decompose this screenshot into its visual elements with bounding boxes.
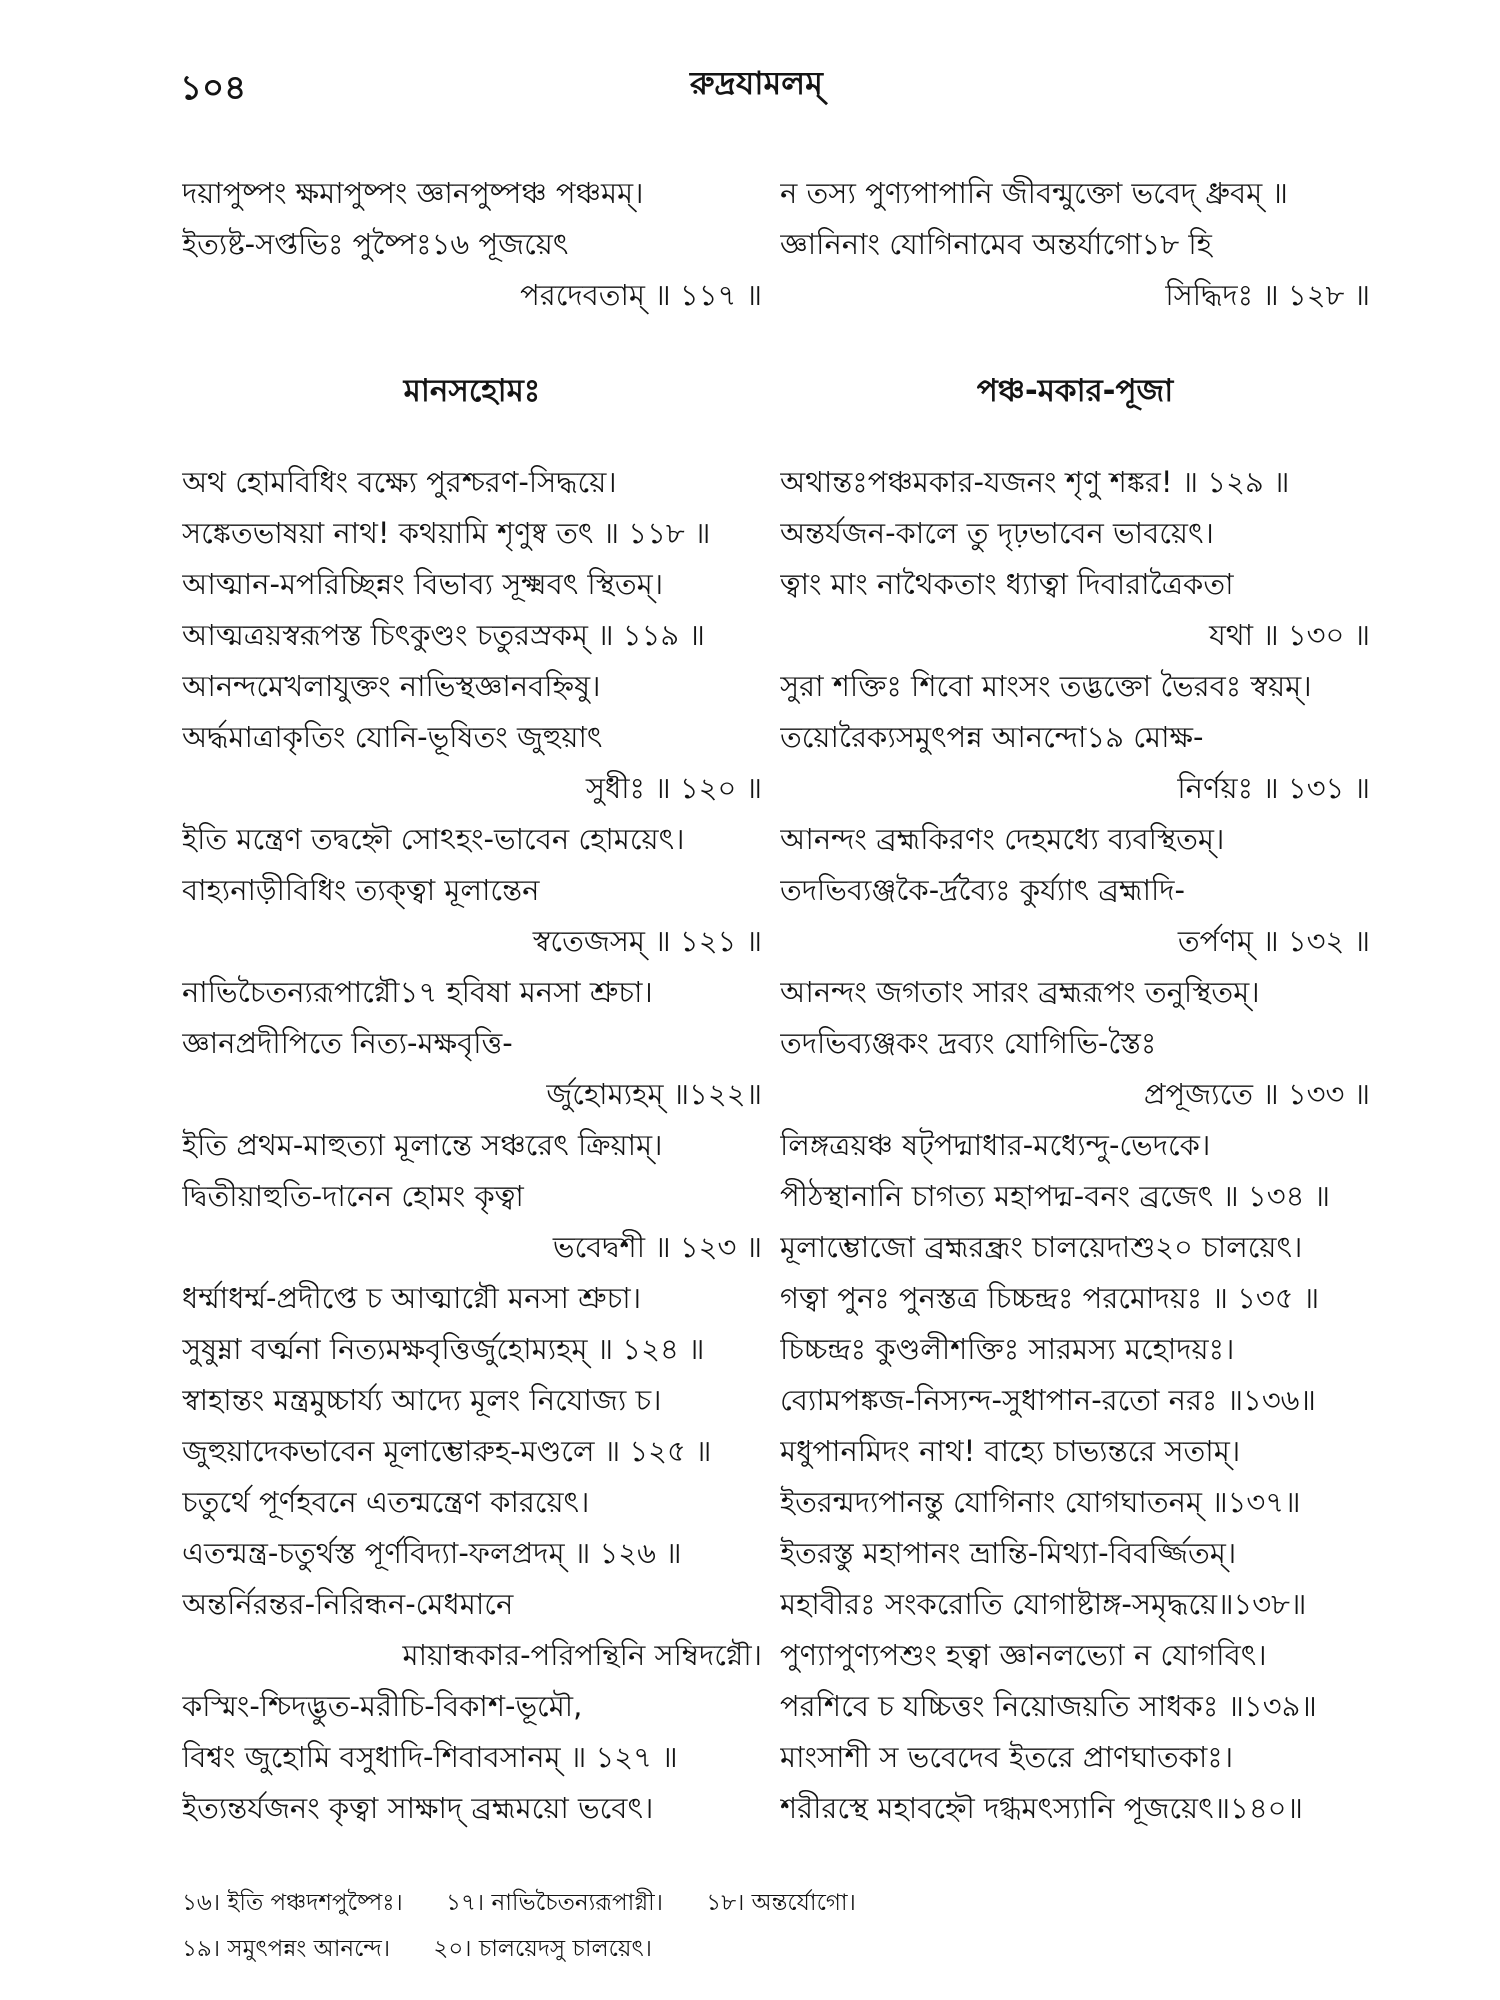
verse-line: সিদ্ধিদঃ ॥ ১২৮ ॥ [1165, 278, 1370, 312]
verse-line: নাভিচৈতন্যরূপাগ্নৌ১৭ হবিষা মনসা শ্রুচা। [182, 975, 653, 1009]
verse-line: অন্তর্যজন-কালে তু দৃঢ়ভাবেন ভাবয়েৎ। [780, 516, 1214, 550]
verse-line: বাহ্যনাড়ীবিধিং ত্যক্ত্বা মূলান্তেন [182, 873, 540, 907]
section-heading: মানসহোমঃ [403, 373, 541, 409]
footnote: ১৮। অন্তর্যোগো। [706, 1890, 856, 1916]
verse-line: ইতি প্রথম-মাহুত্যা মূলান্তে সঞ্চরেৎ ক্রিয়াম্। [182, 1128, 663, 1162]
verse-line: জুহুয়াদেকভাবেন মূলাম্ভোরুহ-মণ্ডলে ॥ ১২৫ ॥ [182, 1434, 712, 1468]
verse-line: চতুর্থে পূর্ণহবনে এতন্মন্ত্রেণ কারয়েৎ। [182, 1485, 590, 1519]
verse-line: ন তস্য পুণ্যপাপানি জীবন্মুক্তো ভবেদ্ ধ্রুবম্ ॥ [780, 176, 1288, 210]
footnote: ১৯। সমুৎপন্নং আনন্দে। [182, 1936, 391, 1962]
verse-line: প্রপূজ্যতে ॥ ১৩৩ ॥ [1143, 1077, 1370, 1111]
verse-line: স্বতেজসম্ ॥ ১২১ ॥ [532, 924, 762, 958]
verse-line: গত্বা পুনঃ পুনস্তত্র চিচ্চন্দ্রঃ পরমোদয়ঃ ॥ ১৩৫ ॥ [780, 1281, 1320, 1315]
verse-line: সঙ্কেতভাষয়া নাথ! কথয়ামি শৃণুষ্ব তৎ ॥ ১১৮ ॥ [182, 516, 711, 550]
footnotes [182, 1880, 1362, 1972]
verse-line: দ্বিতীয়াহুতি-দানেন হোমং কৃত্বা [182, 1179, 524, 1213]
verse-line: লিঙ্গত্রয়ঞ্চ ষট্পদ্মাধার-মধ্যেন্দু-ভেদকে। [780, 1128, 1211, 1162]
verse-line: নির্ণয়ঃ ॥ ১৩১ ॥ [1177, 771, 1370, 805]
verse-line: র্জুহোম্যহম্ ॥১২২॥ [546, 1077, 762, 1111]
verse-line: সুষুম্না বর্ত্মনা নিত্যমক্ষবৃত্তির্জুহোম্যহম্ ॥ ১২৪ ॥ [182, 1332, 705, 1366]
verse-line: কস্মিং-শ্চিদদ্ভুত-মরীচি-বিকাশ-ভূমৌ, [182, 1689, 583, 1723]
verse-line: ব্যোমপঙ্কজ-নিস্যন্দ-সুধাপান-রতো নরঃ ॥১৩৬॥ [780, 1383, 1316, 1417]
verse-line: ইতি মন্ত্রেণ তদ্বহ্নৌ সোঽহং-ভাবেন হোময়েৎ। [182, 822, 685, 856]
verse-line: মহাবীরঃ সংকরোতি যোগাষ্টাঙ্গ-সমৃদ্ধয়ে॥১৩৮॥ [780, 1587, 1307, 1621]
verse-line: তদভিব্যঞ্জকৈ-র্দ্রব্যৈঃ কুর্য্যাৎ ব্রহ্মাদি- [780, 873, 1185, 907]
verse-line: ধর্ম্মাধর্ম্ম-প্রদীপ্তে চ আত্মাগ্নৌ মনসা শ্রুচা। [182, 1281, 642, 1315]
verse-line: পীঠস্থানানি চাগত্য মহাপদ্ম-বনং ব্রজেৎ ॥ ১৩৪ ॥ [780, 1179, 1331, 1213]
verse-line: আনন্দমেখলাযুক্তং নাভিস্থজ্ঞানবহ্নিষু। [182, 669, 601, 703]
verse-line: পরদেবতাম্ ॥ ১১৭ ॥ [520, 278, 762, 312]
verse-line: শরীরস্থে মহাবহ্নৌ দগ্ধমৎস্যানি পূজয়েৎ॥১৪০॥ [780, 1791, 1303, 1825]
verse-line: দয়াপুষ্পং ক্ষমাপুষ্পং জ্ঞানপুষ্পঞ্চ পঞ্চমম্। [182, 176, 644, 210]
verse-line: স্বাহান্তং মন্ত্রমুচ্চার্য্য আদ্যে মূলং নিযোজ্য চ। [182, 1383, 662, 1417]
verse-line: পরশিবে চ যচ্চিত্তং নিয়োজয়তি সাধকঃ ॥১৩৯॥ [780, 1689, 1317, 1723]
left-column [182, 168, 762, 1834]
verse-line: এতন্মন্ত্র-চতুর্থস্ত পূর্ণবিদ্যা-ফলপ্রদম্ ॥ ১২৬ ॥ [182, 1536, 682, 1570]
verse-line: মাংসাশী স ভবেদেব ইতরে প্রাণঘাতকাঃ। [780, 1740, 1234, 1774]
verse-line: তদভিব্যঞ্জকং দ্রব্যং যোগিভি-স্তৈঃ [780, 1026, 1157, 1060]
footnote: ১৬। ইতি পঞ্চদশপুষ্পৈঃ। [182, 1890, 403, 1916]
verse-line: ইত্যষ্ট-সপ্তভিঃ পুষ্পৈঃ১৬ পূজয়েৎ [182, 227, 569, 261]
verse-line: অথ হোমবিধিং বক্ষ্যে পুরশ্চরণ-সিদ্ধয়ে। [182, 465, 617, 499]
right-column [780, 168, 1370, 1834]
verse-line: বিশ্বং জুহোমি বসুধাদি-শিবাবসানম্ ॥ ১২৭ ॥ [182, 1740, 678, 1774]
verse-line: অন্তর্নিরন্তর-নিরিন্ধন-মেধমানে [182, 1587, 514, 1621]
verse-line: সুরা শক্তিঃ শিবো মাংসং তদ্ভক্তো ভৈরবঃ স্বয়ম্। [780, 669, 1312, 703]
verse-line: মূলাম্ভোজো ব্রহ্মরন্ধ্রং চালয়েদাশু২০ চালয়েৎ। [780, 1230, 1303, 1264]
verse-line: ত্বাং মাং নাথৈকতাং ধ্যাত্বা দিবারাত্রৈকতা [780, 567, 1234, 601]
verse-line: আত্মান-মপরিচ্ছিন্নং বিভাব্য সূক্ষ্মবৎ স্থিতম্। [182, 567, 664, 601]
verse-line: তয়োরৈক্যসমুৎপন্ন আনন্দো১৯ মোক্ষ- [780, 720, 1204, 754]
verse-line: আত্মত্রয়স্বরূপস্ত চিৎকুণ্ডং চতুরস্রকম্ ॥ ১১৯ ॥ [182, 618, 705, 652]
verse-line: চিচ্চন্দ্রঃ কুণ্ডলীশক্তিঃ সারমস্য মহোদয়ঃ। [780, 1332, 1235, 1366]
verse-line: তর্পণম্ ॥ ১৩২ ॥ [1177, 924, 1370, 958]
verse-line: জ্ঞানপ্রদীপিতে নিত্য-মক্ষবৃত্তি- [182, 1026, 513, 1060]
verse-line: আনন্দং ব্রহ্মকিরণং দেহমধ্যে ব্যবস্থিতম্। [780, 822, 1225, 856]
verse-line: ইতরন্মদ্যপানন্তু যোগিনাং যোগঘাতনম্ ॥১৩৭॥ [780, 1485, 1301, 1519]
section-heading: পঞ্চ-মকার-পূজা [976, 373, 1174, 409]
footnote: ২০। চালয়েদসু চালয়েৎ। [433, 1936, 652, 1962]
verse-line: যথা ॥ ১৩০ ॥ [1209, 618, 1370, 652]
verse-line: পুণ্যাপুণ্যপশুং হত্বা জ্ঞানলভ্যো ন যোগবিৎ। [780, 1638, 1267, 1672]
page-number: ১০৪ [180, 68, 247, 108]
verse-line: সুধীঃ ॥ ১২০ ॥ [585, 771, 762, 805]
footnote: ১৭। নাভিচৈতন্যরূপাগ্নী। [446, 1890, 663, 1916]
verse-line: অর্দ্ধমাত্রাকৃতিং যোনি-ভূষিতং জুহুয়াৎ [182, 720, 603, 754]
verse-line: ইতরস্তু মহাপানং ভ্রান্তি-মিথ্যা-বিবর্জ্জিতম্। [780, 1536, 1237, 1570]
verse-line: আনন্দং জগতাং সারং ব্রহ্মরূপং তনুস্থিতম্। [780, 975, 1260, 1009]
verse-line: অথান্তঃপঞ্চমকার-যজনং শৃণু শঙ্কর! ॥ ১২৯ ॥ [780, 465, 1290, 499]
verse-line: ভবেদ্বশী ॥ ১২৩ ॥ [552, 1230, 762, 1264]
verse-line: মধুপানমিদং নাথ! বাহ্যে চাভ্যন্তরে সতাম্। [780, 1434, 1241, 1468]
verse-line: ইত্যন্তর্যজনং কৃত্বা সাক্ষাদ্ ব্রহ্মময়ো ভবেৎ। [182, 1791, 654, 1825]
verse-line: জ্ঞানিনাং যোগিনামেব অন্তর্যাগো১৮ হি [780, 227, 1212, 261]
verse-line: মায়ান্ধকার-পরিপন্থিনি সম্বিদগ্নৌ। [402, 1638, 762, 1672]
running-title: রুদ্রযামলম্ [690, 64, 823, 102]
